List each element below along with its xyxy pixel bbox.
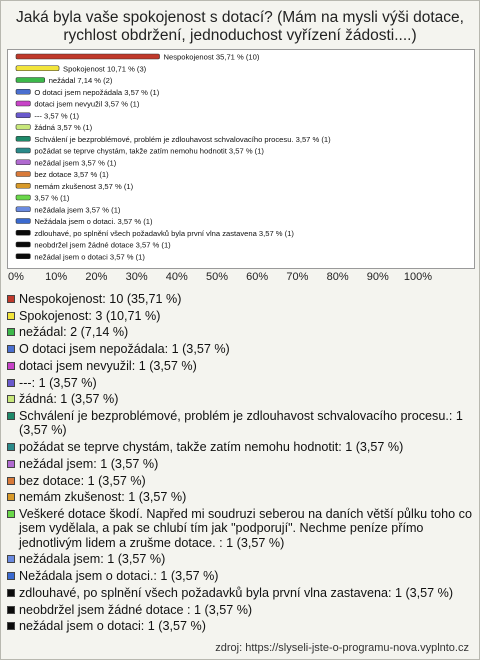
bar-1 [16, 66, 59, 71]
bar-label-10: bez dotace 3,57 % (1) [34, 170, 109, 179]
bar-label-11: nemám zkušenost 3,57 % (1) [34, 181, 134, 191]
bar-label-15: zdlouhavé, po splnění všech požadavků byla první vlna zastavena 3,57 % (1) [34, 228, 294, 238]
x-tick-label: 90% [366, 271, 389, 283]
legend-item [7, 569, 473, 583]
x-tick-label: 80% [326, 271, 349, 283]
legend-label: žádná: 1 (3,57 %) [19, 392, 119, 407]
bar-4 [16, 101, 30, 106]
legend-swatch [7, 443, 15, 451]
legend-item [7, 292, 473, 306]
bar-label-5: --- 3,57 % (1) [34, 111, 80, 121]
legend-label: zdlouhavé, po splnění všech požadavků byla první vlna zastavena: 1 (3,57 %) [19, 585, 454, 600]
bar-chart [8, 50, 474, 268]
bar-16 [16, 242, 30, 247]
legend-item [7, 440, 473, 454]
bar-9 [16, 160, 30, 165]
legend-item [7, 490, 473, 504]
legend-swatch [7, 362, 15, 370]
legend-swatch [7, 412, 15, 420]
x-axis-tick-labels [0, 271, 480, 287]
bar-label-3: O dotaci jsem nepožádala 3,57 % (1) [34, 87, 160, 97]
legend-label: Nespokojenost: 10 (35,71 %) [19, 292, 182, 306]
x-tick-label: 50% [205, 271, 229, 283]
legend [7, 292, 473, 636]
legend-swatch [7, 477, 15, 485]
x-tick-label: 10% [45, 271, 68, 283]
legend-swatch [7, 589, 15, 597]
bar-label-14: Nežádala jsem o dotaci. 3,57 % (1) [34, 217, 153, 226]
legend-swatch [7, 510, 15, 518]
legend-label: dotaci jsem nevyužil: 1 (3,57 %) [19, 358, 197, 373]
legend-swatch [7, 395, 15, 403]
legend-label: Veškeré dotace škodí. Napřed mi soudruzi seberou na daních větší půlku toho co jsem vydělala, a pak se chlubí tím jak "podporují". Nechme peníze přímo jednotlivým lidem a zrušme dotace. : 1 (3,57 %) [19, 507, 472, 550]
legend-item [7, 552, 473, 566]
bar-5 [16, 113, 30, 118]
legend-label: Schválení je bezproblémové, problém je zdlouhavost schvalovacího procesu.: 1 (3,57 %) [19, 409, 463, 438]
bar-2 [16, 78, 45, 83]
legend-item [7, 457, 473, 471]
bar-label-7: Schválení je bezproblémové, problém je zdlouhavost schvalovacího procesu. 3,57 % (1) [34, 134, 331, 144]
bar-label-6: žádná 3,57 % (1) [34, 123, 93, 132]
bar-3 [16, 89, 30, 94]
legend-swatch [7, 606, 15, 614]
legend-label: nežádal jsem: 1 (3,57 %) [19, 456, 159, 471]
bar-label-2: nežádal 7,14 % (2) [48, 76, 113, 85]
legend-label: nežádal: 2 (7,14 %) [19, 325, 129, 340]
legend-label: Spokojenost: 3 (10,71 %) [19, 308, 161, 323]
x-tick-label: 0% [8, 271, 24, 283]
bar-11 [16, 183, 30, 188]
legend-item [7, 342, 473, 356]
x-tick-label: 20% [85, 271, 108, 283]
bar-label-17: nežádal jsem o dotaci 3,57 % (1) [34, 252, 145, 262]
legend-label: nežádala jsem: 1 (3,57 %) [19, 552, 166, 567]
legend-label: ---: 1 (3,57 %) [19, 375, 97, 390]
bar-15 [16, 230, 30, 235]
bar-8 [16, 148, 30, 153]
bar-0 [16, 54, 160, 59]
legend-swatch [7, 555, 15, 563]
bar-label-4: dotaci jsem nevyužil 3,57 % (1) [34, 99, 140, 109]
legend-label: O dotaci jsem nepožádala: 1 (3,57 %) [19, 342, 230, 357]
legend-label: požádat se teprve chystám, takže zatím nemohu hodnotit: 1 (3,57 %) [19, 440, 404, 455]
legend-swatch [7, 572, 15, 580]
chart-title: Jaká byla vaše spokojenost s dotací? (Mám na mysli výši dotace, rychlost obdržení, jednoduchost vyřízení žádosti....) [16, 9, 464, 44]
x-tick-label: 60% [246, 271, 269, 283]
legend-item [7, 376, 473, 390]
bar-6 [16, 125, 30, 130]
bar-label-12: 3,57 % (1) [34, 193, 70, 203]
legend-item [7, 325, 473, 339]
legend-swatch [7, 295, 15, 303]
bar-label-0: Nespokojenost 35,71 % (10) [163, 52, 260, 62]
legend-item [7, 619, 473, 633]
legend-item [7, 474, 473, 488]
legend-item [7, 392, 473, 406]
legend-item [7, 507, 473, 550]
legend-label: nemám zkušenost: 1 (3,57 %) [19, 490, 187, 505]
bar-14 [16, 219, 30, 224]
bar-label-9: nežádal jsem 3,57 % (1) [34, 158, 117, 168]
bar-10 [16, 172, 30, 177]
x-tick-label: 70% [286, 271, 309, 283]
bar-17 [16, 254, 30, 259]
legend-item [7, 359, 473, 373]
legend-item [7, 409, 473, 438]
legend-swatch [7, 379, 15, 387]
legend-label: bez dotace: 1 (3,57 %) [19, 473, 146, 488]
legend-item [7, 586, 473, 600]
legend-label: Nežádala jsem o dotaci.: 1 (3,57 %) [19, 569, 219, 584]
legend-swatch [7, 622, 15, 630]
plot-area [7, 49, 475, 269]
bar-label-13: nežádala jsem 3,57 % (1) [34, 205, 121, 215]
legend-swatch [7, 460, 15, 468]
x-tick-label: 30% [125, 271, 148, 283]
bar-13 [16, 207, 30, 212]
bar-label-1: Spokojenost 10,71 % (3) [63, 64, 147, 74]
legend-label: neobdržel jsem žádné dotace : 1 (3,57 %) [19, 602, 253, 617]
legend-item [7, 309, 473, 323]
x-tick-label: 100% [403, 271, 433, 283]
bar-7 [16, 136, 30, 141]
bar-label-16: neobdržel jsem žádné dotace 3,57 % (1) [34, 240, 171, 250]
legend-label: nežádal jsem o dotaci: 1 (3,57 %) [19, 619, 206, 634]
legend-swatch [7, 345, 15, 353]
legend-swatch [7, 493, 15, 501]
legend-item [7, 603, 473, 617]
legend-swatch [7, 328, 15, 336]
legend-swatch [7, 312, 15, 320]
bar-label-8: požádat se teprve chystám, takže zatím nemohu hodnotit 3,57 % (1) [34, 146, 264, 156]
x-tick-label: 40% [165, 271, 188, 283]
source-credit: zdroj: https://slyseli-jste-o-programu-nova.vyplnto.cz [215, 642, 469, 654]
bar-12 [16, 195, 30, 200]
